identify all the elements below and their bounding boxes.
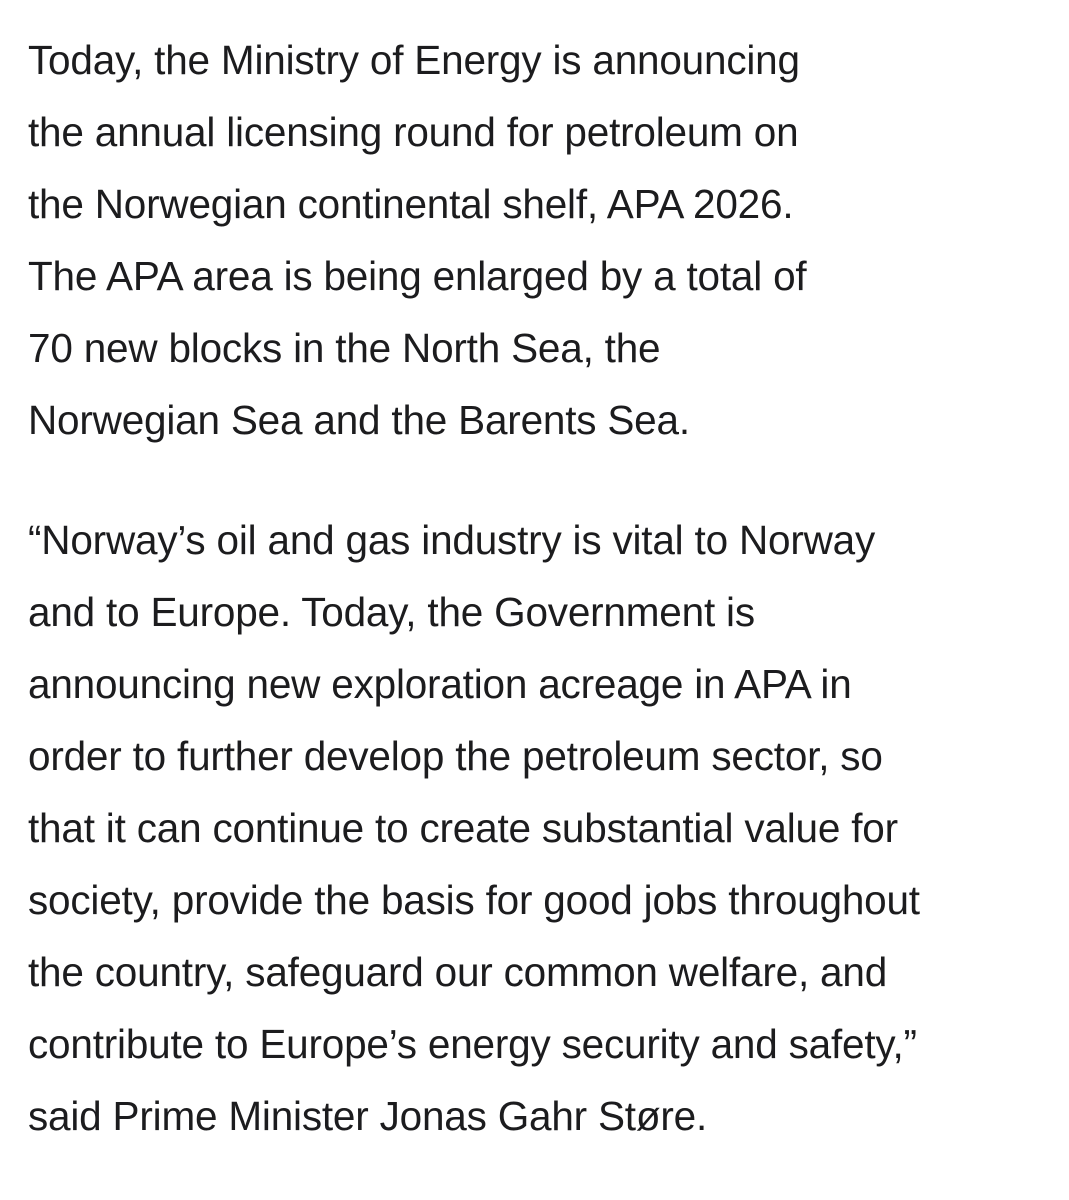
text-line: 70 new blocks in the North Sea, the [28,325,661,371]
text-line: The APA area is being enlarged by a total of [28,253,807,299]
text-line: and to Europe. Today, the Government is [28,589,755,635]
text-line: Norwegian Sea and the Barents Sea. [28,397,690,443]
text-line: contribute to Europe’s energy security and safety,” [28,1021,917,1067]
article-body [28,24,1058,1152]
text-line: “Norway’s oil and gas industry is vital to Norway [28,517,876,563]
text-line: order to further develop the petroleum sector, so [28,733,883,779]
paragraph-quote [28,504,1058,1152]
paragraph-announcement [28,24,1058,456]
text-line: the annual licensing round for petroleum on [28,109,799,155]
text-line: Today, the Ministry of Energy is announcing [28,37,800,83]
text-line: announcing new exploration acreage in APA in [28,661,852,707]
text-line: that it can continue to create substantial value for [28,805,898,851]
text-line: the Norwegian continental shelf, APA 2026. [28,181,794,227]
text-line: said Prime Minister Jonas Gahr Støre. [28,1093,708,1139]
text-line: society, provide the basis for good jobs throughout [28,877,920,923]
text-line: the country, safeguard our common welfare, and [28,949,888,995]
